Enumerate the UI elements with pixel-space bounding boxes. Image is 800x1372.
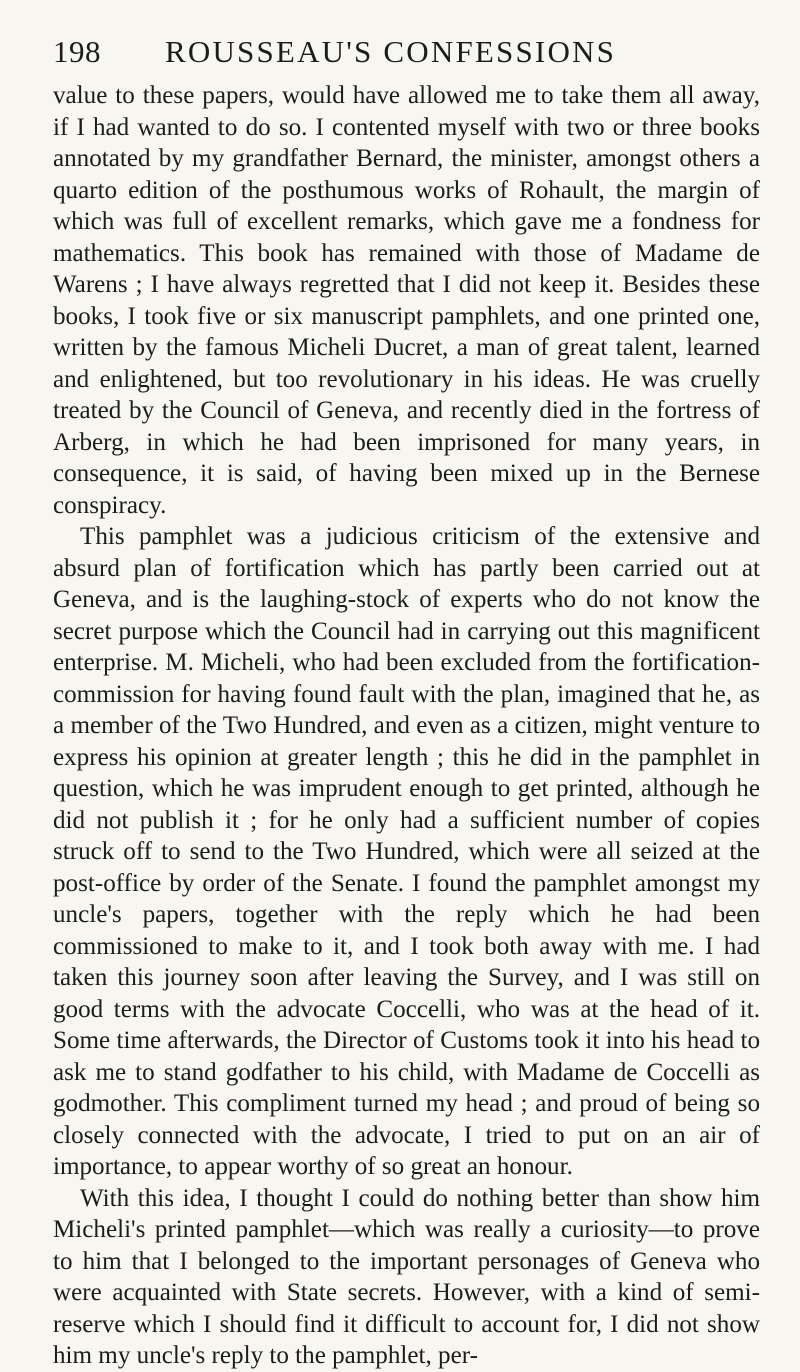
page-number: 198 xyxy=(53,34,101,69)
running-header xyxy=(53,34,760,74)
body-text xyxy=(53,80,760,1372)
paragraph: value to these papers, would have allowed me to take them all away, if I had wanted to do so. I contented myself with two or three books annotated by my grandfather Bernard, the minister, amongst others a quarto edition of the posthumous works of Rohault, the margin of which was full of excellent remarks, which gave me a fondness for mathematics. This book has remained with those of Madame de Warens ; I have always regretted that I did not keep it. Besides these books, I took five or six manuscript pamphlets, and one printed one, written by the famous Micheli Ducret, a man of great talent, learned and enlightened, but too revolutionary in his ideas. He was cruelly treated by the Council of Geneva, and recently died in the fortress of Arberg, in which he had been imprisoned for many years, in consequence, it is said, of having been mixed up in the Bernese conspiracy. xyxy=(53,82,760,519)
paragraph: This pamphlet was a judicious criticism of the extensive and absurd plan of fortification which has partly been carried out at Geneva, and is the laughing-stock of experts who do not know the secret purpose which the Council had in carrying out this magnificent enterprise. M. Micheli, who had been excluded from the fortification-commission for having found fault with the plan, imagined that he, as a member of the Two Hundred, and even as a citizen, might venture to express his opinion at greater length ; this he did in the pamphlet in question, which he was imprudent enough to get printed, although he did not publish it ; for he only had a sufficient number of copies struck off to send to the Two Hundred, which were all seized at the post-office by order of the Senate. I found the pamphlet amongst my uncle's papers, together with the reply which he had been commissioned to make to it, and I took both away with me. I had taken this journey soon after leaving the Survey, and I was still on good terms with the advocate Coccelli, who was at the head of it. Some time afterwards, the Director of Customs took it into his head to ask me to stand godfather to his child, with Madame de Coccelli as godmother. This compliment turned my head ; and proud of being so closely connected with the advocate, I tried to put on an air of importance, to appear worthy of so great an honour. xyxy=(53,523,760,1180)
paragraph: With this idea, I thought I could do nothing better than show him Micheli's printed pamphlet—which was really a curiosity—to prove to him that I belonged to the important personages of Geneva who were acquainted with State secrets. However, with a kind of semi-reserve which I should find it difficult to account for, I did not show him my uncle's reply to the pamphlet, per- xyxy=(53,1184,760,1369)
book-title: ROUSSEAU'S CONFESSIONS xyxy=(165,34,617,69)
